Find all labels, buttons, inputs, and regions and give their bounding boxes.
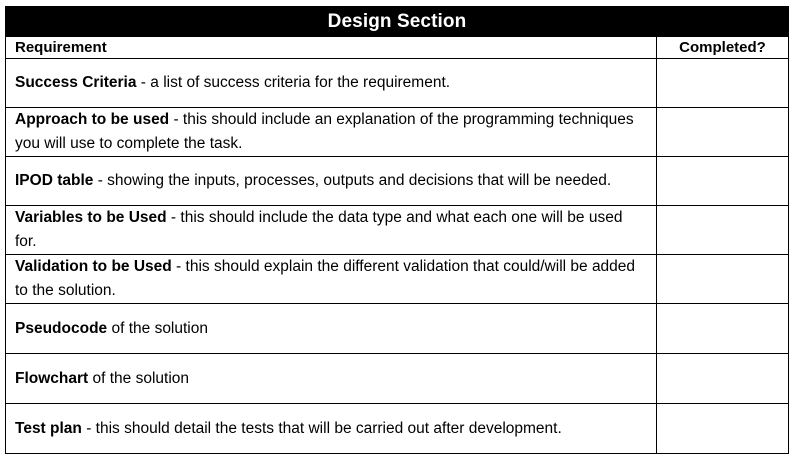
table-row <box>6 304 789 354</box>
header-row <box>6 37 789 59</box>
requirement-description: - this should detail the tests that will be carried out after development. <box>81 419 562 437</box>
requirement-term: Test plan <box>15 419 82 437</box>
requirement-term: Validation to be Used <box>15 258 172 275</box>
completed-cell[interactable] <box>657 354 789 404</box>
requirement-cell <box>6 108 657 157</box>
completed-cell[interactable] <box>657 404 789 454</box>
requirement-cell <box>6 206 657 255</box>
requirement-term: IPOD table <box>15 172 94 189</box>
completed-header: Completed? <box>657 37 789 59</box>
completed-cell[interactable] <box>657 59 789 108</box>
requirement-description: - this should include the data type and what each one will be used for. <box>15 209 623 250</box>
requirement-term: Flowchart <box>15 369 89 387</box>
requirement-term: Variables to be Used <box>15 209 167 226</box>
requirement-cell <box>6 255 657 304</box>
completed-cell[interactable] <box>657 108 789 157</box>
requirement-term: Pseudocode <box>15 319 108 337</box>
requirement-description: - this should explain the different validation that could/will be added to the solution. <box>15 258 636 299</box>
requirement-cell <box>6 404 657 454</box>
table-row <box>6 59 789 108</box>
requirement-description: of the solution <box>107 319 208 337</box>
completed-cell[interactable] <box>657 157 789 206</box>
table-row <box>6 404 789 454</box>
requirement-cell <box>6 304 657 354</box>
table-row <box>6 206 789 255</box>
requirement-description: - a list of success criteria for the requirement. <box>136 74 451 91</box>
table-row <box>6 108 789 157</box>
completed-cell[interactable] <box>657 206 789 255</box>
design-section-sheet <box>5 6 788 454</box>
requirement-cell <box>6 157 657 206</box>
title-row <box>6 7 789 37</box>
requirement-header: Requirement <box>6 37 657 59</box>
table-row <box>6 354 789 404</box>
requirement-cell <box>6 59 657 108</box>
table-row <box>6 157 789 206</box>
requirement-term: Success Criteria <box>15 74 137 91</box>
completed-cell[interactable] <box>657 304 789 354</box>
section-title: Design Section <box>6 7 789 37</box>
table-row <box>6 255 789 304</box>
design-section-table <box>5 6 789 454</box>
requirement-cell <box>6 354 657 404</box>
requirement-description: - this should include an explanation of the programming techniques you will use to complete the task. <box>15 111 634 152</box>
completed-cell[interactable] <box>657 255 789 304</box>
requirement-description: of the solution <box>88 369 190 387</box>
requirement-term: Approach to be used <box>15 111 170 128</box>
requirement-description: - showing the inputs, processes, outputs and decisions that will be needed. <box>93 172 612 189</box>
